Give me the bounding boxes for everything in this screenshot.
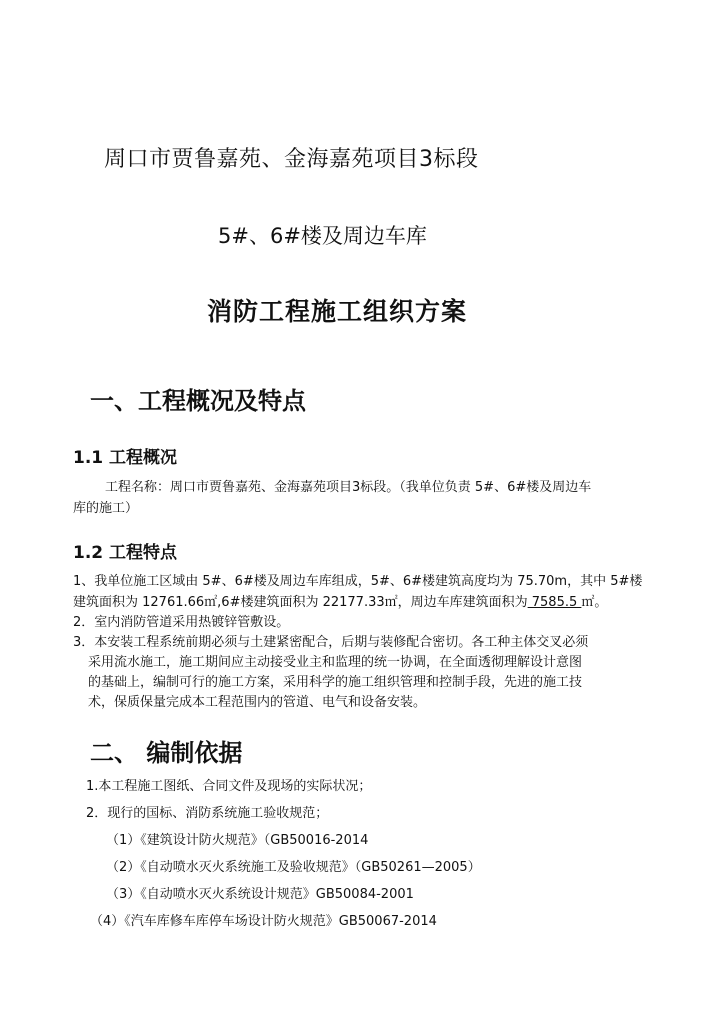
norm-item-1: （1）《建筑设计防火规范》（GB50016-2014 xyxy=(106,833,369,848)
norm-item-3: （3）《自动喷水灭火系统设计规范》GB50084-2001 xyxy=(106,887,414,902)
garage-area-value: 7585.5 xyxy=(527,595,582,610)
feature-item-1-line-2 xyxy=(73,591,607,610)
feature-item-3-line-4: 术，保质保量完成本工程范围内的管道、电气和设备安装。 xyxy=(88,695,427,710)
feature-item-3-line-2: 采用流水施工，施工期间应主动接受业主和监理的统一协调，在全面透彻理解设计意图 xyxy=(88,655,583,670)
area-text: 建筑面积为 12761.66㎡,6#楼建筑面积为 22177.33㎡，周边车库建筑面积为 xyxy=(73,595,528,610)
basis-item-1: 1.本工程施工图纸、合同文件及现场的实际状况； xyxy=(86,779,372,794)
section-1-heading: 一、工程概况及特点 xyxy=(90,387,306,415)
basis-item-2: 2．现行的国标、消防系统施工验收规范； xyxy=(86,806,329,821)
feature-item-3-line-3: 的基础上，编制可行的施工方案，采用科学的施工组织管理和控制手段，先进的施工技 xyxy=(88,675,583,690)
norm-item-2: （2）《自动喷水灭火系统施工及验收规范》（GB50261—2005） xyxy=(106,860,481,875)
feature-item-3-line-1: 3．本安装工程系统前期必须与土建紧密配合，后期与装修配合密切。各工种主体交叉必须 xyxy=(73,635,589,650)
title-line-2: 5#、6#楼及周边车库 xyxy=(218,224,427,248)
section-2-heading: 二、 编制依据 xyxy=(90,739,243,767)
project-name-line-1: 工程名称：周口市贾鲁嘉苑、金海嘉苑项目3标段。（我单位负责 5#、6#楼及周边车 xyxy=(105,480,592,495)
subsection-1-1-heading: 1.1 工程概况 xyxy=(73,448,178,468)
feature-item-2: 2．室内消防管道采用热镀锌管敷设。 xyxy=(73,615,290,630)
norm-item-4: （4）《汽车库修车库停车场设计防火规范》GB50067-2014 xyxy=(90,914,437,929)
area-unit: ㎡。 xyxy=(581,595,608,610)
subsection-1-2-heading: 1.2 工程特点 xyxy=(73,543,178,563)
title-line-1: 周口市贾鲁嘉苑、金海嘉苑项目3标段 xyxy=(104,147,479,172)
feature-item-1-line-1: 1、我单位施工区域由 5#、6#楼及周边车库组成，5#、6#楼建筑高度均为 75.70m，其中 5#楼 xyxy=(73,574,643,589)
project-name-line-2: 库的施工） xyxy=(73,501,139,516)
document-title: 消防工程施工组织方案 xyxy=(207,297,468,326)
